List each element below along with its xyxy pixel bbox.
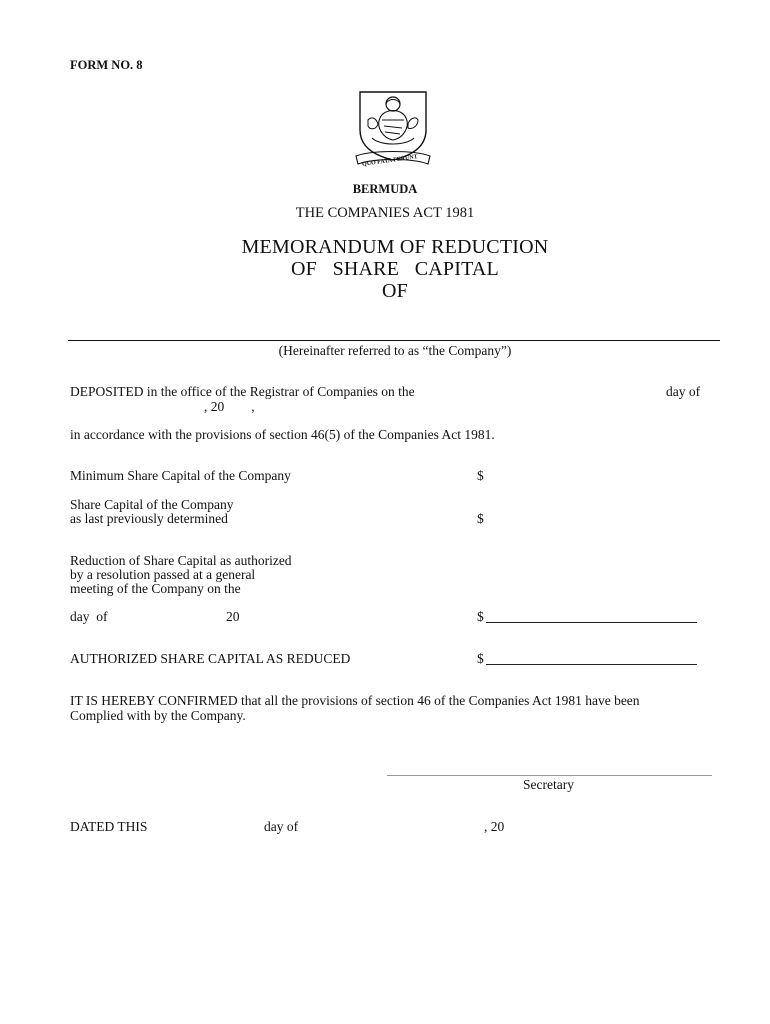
- confirmation-line-2: Complied with by the Company.: [70, 708, 246, 723]
- reduction-day-of: day of: [70, 609, 108, 624]
- dated-day-of: day of: [264, 819, 299, 834]
- secretary-label: Secretary: [523, 777, 574, 792]
- title-line-2: OF SHARE CAPITAL: [291, 258, 499, 280]
- dated-label: DATED THIS: [70, 819, 148, 834]
- reduction-currency: $: [477, 609, 484, 624]
- title-line-3: OF: [382, 280, 408, 302]
- secretary-signature-line[interactable]: [387, 775, 712, 776]
- reduced-capital-currency: $: [477, 651, 484, 666]
- minimum-capital-label: Minimum Share Capital of the Company: [70, 468, 291, 483]
- act-heading: THE COMPANIES ACT 1981: [295, 205, 475, 221]
- reduced-capital-label: AUTHORIZED SHARE CAPITAL AS REDUCED: [70, 651, 351, 666]
- dated-year: , 20: [484, 819, 505, 834]
- reduction-amount-field[interactable]: [486, 622, 697, 623]
- reduction-label-3: meeting of the Company on the: [70, 581, 241, 596]
- company-name-line[interactable]: [68, 340, 720, 341]
- country-heading: BERMUDA: [352, 182, 418, 196]
- confirmation-line-1: IT IS HEREBY CONFIRMED that all the provisions of section 46 of the Companies Act 1981 have been: [70, 693, 640, 708]
- title-line-1: MEMORANDUM OF REDUCTION: [241, 236, 549, 258]
- crest-motto: QUO FATA FERUNT: [361, 154, 419, 168]
- previous-capital-label-2: as last previously determined: [70, 511, 228, 526]
- reduction-label-1: Reduction of Share Capital as authorized: [70, 553, 292, 568]
- reduction-label-2: by a resolution passed at a general: [70, 567, 256, 582]
- company-caption: (Hereinafter referred to as “the Company”): [278, 343, 512, 358]
- previous-capital-currency: $: [477, 511, 484, 526]
- deposit-year: , 20 ,: [204, 399, 255, 414]
- accordance-text: in accordance with the provisions of section 46(5) of the Companies Act 1981.: [70, 427, 495, 442]
- form-number: FORM NO. 8: [70, 58, 143, 72]
- reduction-year: 20: [226, 609, 240, 624]
- minimum-capital-currency: $: [477, 468, 484, 483]
- previous-capital-label-1: Share Capital of the Company: [70, 497, 234, 512]
- deposit-text: DEPOSITED in the office of the Registrar of Companies on the: [70, 384, 415, 399]
- reduced-capital-amount-field[interactable]: [486, 664, 697, 665]
- deposit-day-of: day of: [666, 384, 701, 399]
